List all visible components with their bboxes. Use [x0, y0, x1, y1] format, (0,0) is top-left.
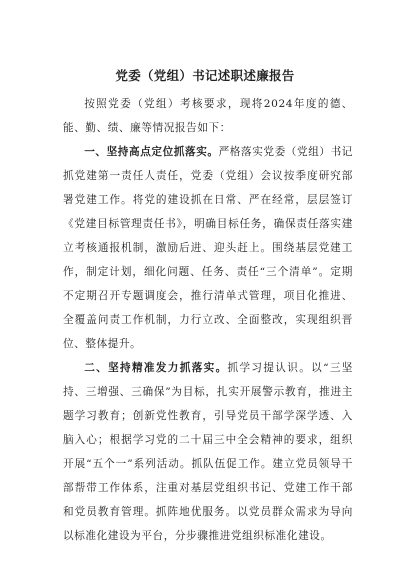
- section-2-paragraph: [63, 356, 353, 548]
- section-2-body: 抓学习提认识。以“三坚持、三增强、三确保”为目标，扎实开展警示教育，推进主题学习教育；创新党性教育，引导党员干部学深学透、入脑入心；根据学习党的二十届三中全会精神的要求，组织开展“五个一”系列活动。抓队伍促工作。建立党员领导干部帮带工作体系，注重对基层党组织书记、党建工作干部和党员教育管理。抓阵地优服务。以党员群众需求为导向以标准化建设为平台，分步骤推进党组织标准化建设。: [63, 362, 353, 542]
- section-1-heading: 一、坚持高点定位抓落实。: [84, 146, 219, 158]
- section-1-paragraph: [63, 140, 353, 356]
- section-2-heading: 二、坚持精准发力抓落实。: [84, 362, 228, 374]
- document-title: 党委（党组）书记述职述廉报告: [115, 68, 295, 83]
- intro-paragraph: 按照党委（党组）考核要求，现将2024年度的德、能、勤、绩、廉等情况报告如下：: [63, 98, 353, 134]
- document-body: [63, 92, 353, 548]
- section-1-body: 严格落实党委（党组）书记抓党建第一责任人责任，党委（党组）会议按季度研究部署党建工作。将党的建设抓在日常、严在经常，层层签订《党建目标管理责任书》，明确目标任务，确保责任落实建立考核通报机制，激励后进、迎头赶上。围绕基层党建工作，制定计划，细化问题、任务、责任“三个清单”。定期不定期召开专题调度会，推行清单式管理，项目化推进、全覆盖问责工作机制，力行立改、全面整改，实现组织晋位、整体提升。: [63, 146, 353, 350]
